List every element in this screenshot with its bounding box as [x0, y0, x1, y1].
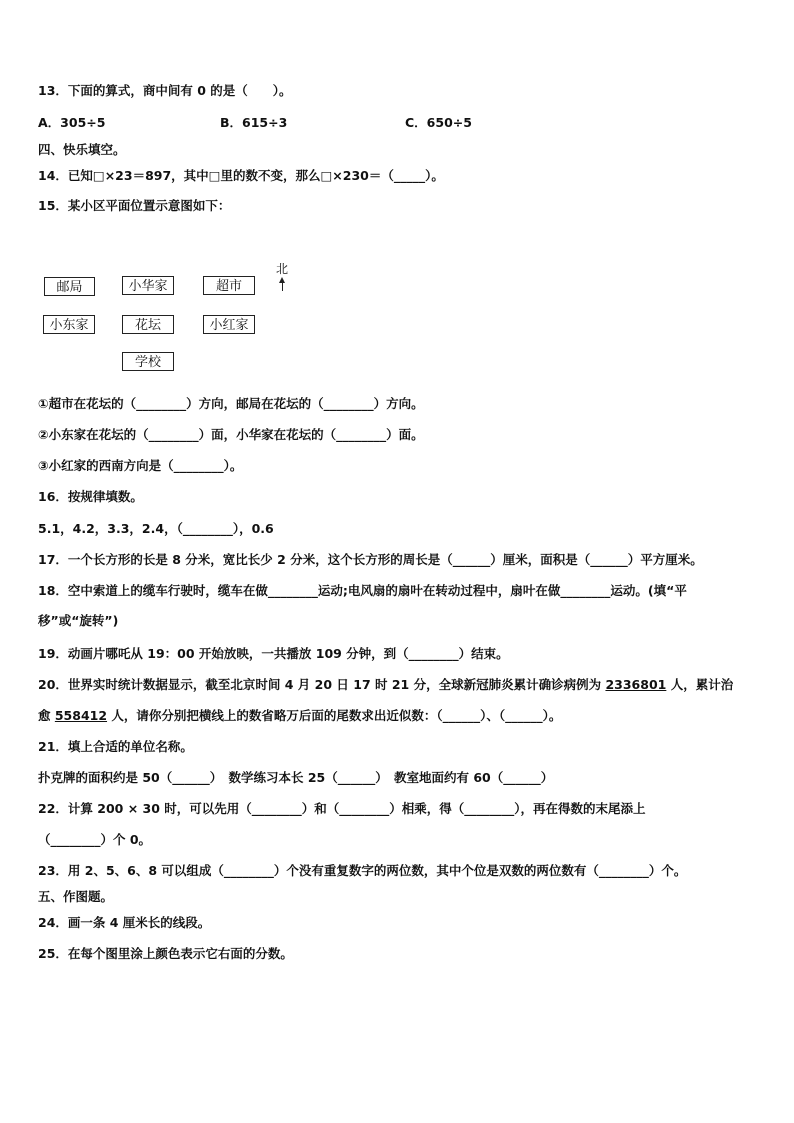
question-22-line-1: 22．计算 200 × 30 时，可以先用（________）和（________）相乘，得（________），再在得数的末尾添上	[38, 801, 646, 816]
map-post-office: 邮局	[44, 277, 95, 296]
question-18-line-2: 移”或“旋转”)	[38, 613, 119, 628]
question-21-items: 扑克牌的面积约是 50（______） 数学练习本长 25（______） 教室地面约有 60（______）	[38, 770, 554, 785]
question-15-sub-1: ①超市在花坛的（________）方向，邮局在花坛的（________）方向。	[38, 396, 424, 411]
q20-confirmed-count: 2336801	[605, 677, 667, 692]
q20-recovered-count: 558412	[54, 708, 108, 723]
question-24: 24．画一条 4 厘米长的线段。	[38, 915, 211, 930]
question-18-line-1: 18．空中索道上的缆车行驶时，缆车在做________运动;电风扇的扇叶在转动过程中，扇叶在做________运动。(填“平	[38, 583, 687, 598]
section-5-heading: 五、作图题。	[38, 889, 114, 904]
map-xiaohong-home: 小红家	[203, 315, 255, 334]
map-flower-bed: 花坛	[122, 315, 174, 334]
question-14: 14．已知□×23＝897，其中□里的数不变，那么□×230＝（_____）。	[38, 168, 444, 183]
question-22-line-2: （________）个 0。	[38, 832, 152, 847]
question-20-line-1	[38, 677, 733, 693]
question-16: 16．按规律填数。	[38, 489, 143, 504]
north-arrow-shaft	[282, 282, 283, 291]
question-23: 23．用 2、5、6、8 可以组成（________）个没有重复数字的两位数，其中个位是双数的两位数有（________）个。	[38, 863, 687, 878]
question-19: 19．动画片哪吒从 19：00 开始放映，一共播放 109 分钟，到（________）结束。	[38, 646, 509, 661]
map-supermarket: 超市	[203, 276, 255, 295]
question-16-sequence: 5.1，4.2，3.3，2.4，（________），0.6	[38, 521, 274, 536]
north-label: 北	[276, 262, 289, 276]
question-15-sub-2: ②小东家在花坛的（________）面，小华家在花坛的（________）面。	[38, 427, 424, 442]
q13-option-a: A．305÷5	[38, 115, 106, 130]
question-17: 17．一个长方形的长是 8 分米，宽比长少 2 分米，这个长方形的周长是（______）厘米，面积是（______）平方厘米。	[38, 552, 703, 567]
q20-text-d: 人，请你分别把横线上的数省略万后面的尾数求出近似数：（______）、（______）。	[107, 708, 562, 723]
q20-text-b: 人，累计治	[666, 677, 734, 692]
map-xiaodong-home: 小东家	[43, 315, 95, 334]
question-15: 15．某小区平面位置示意图如下：	[38, 198, 231, 213]
q13-option-b: B．615÷3	[220, 115, 288, 130]
q20-text-a: 20．世界实时统计数据显示，截至北京时间 4 月 20 日 17 时 21 分，全球新冠肺炎累计确诊病例为	[38, 677, 606, 692]
question-15-sub-3: ③小红家的西南方向是（________）。	[38, 458, 243, 473]
question-25: 25．在每个图里涂上颜色表示它右面的分数。	[38, 946, 293, 961]
question-21: 21．填上合适的单位名称。	[38, 739, 193, 754]
section-4-heading: 四、快乐填空。	[38, 142, 126, 157]
question-13: 13．下面的算式，商中间有 0 的是（ ）。	[38, 83, 292, 98]
map-xiaohua-home: 小华家	[122, 276, 174, 295]
question-20-line-2	[38, 708, 561, 724]
q13-option-c: C．650÷5	[405, 115, 472, 130]
q20-text-c: 愈	[38, 708, 55, 723]
map-school: 学校	[122, 352, 174, 371]
